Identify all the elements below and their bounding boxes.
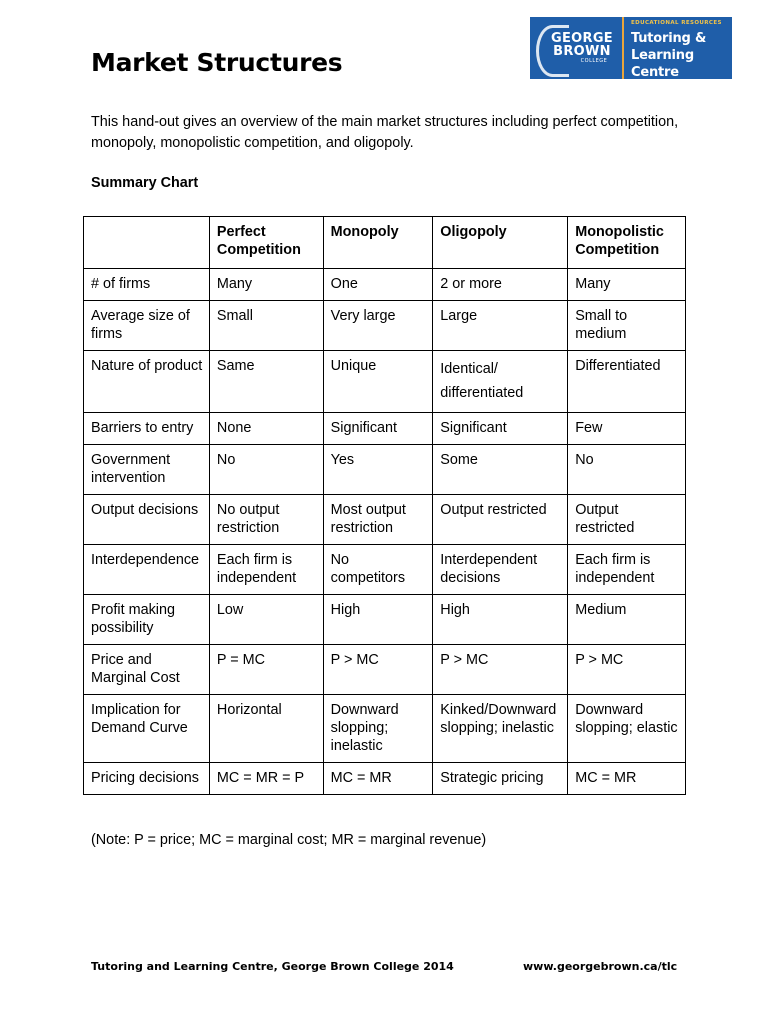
footer-institution: Tutoring and Learning Centre, George Brown College 2014 (91, 960, 454, 973)
logo-brown: BROWN (553, 44, 611, 59)
row-label: # of firms (84, 269, 210, 301)
table-cell: P > MC (568, 645, 686, 695)
table-row (84, 645, 686, 695)
table-cell: Same (209, 351, 323, 413)
table-cell: Each firm is independent (568, 545, 686, 595)
table-cell: Significant (433, 413, 568, 445)
table-row (84, 445, 686, 495)
table-row (84, 495, 686, 545)
table-row (84, 269, 686, 301)
table-header-row (84, 217, 686, 269)
table-cell: Strategic pricing (433, 763, 568, 795)
table-cell: Unique (323, 351, 433, 413)
header-perfect-competition: Perfect Competition (209, 217, 323, 269)
row-label: Profit making possibility (84, 595, 210, 645)
table-row (84, 351, 686, 413)
logo-college: COLLEGE (580, 58, 608, 64)
row-label: Average size of firms (84, 301, 210, 351)
table-cell: MC = MR = P (209, 763, 323, 795)
logo-george: GEORGE (551, 31, 613, 46)
logo-wordmark (530, 17, 622, 79)
table-cell: Output restricted (568, 495, 686, 545)
table-cell: Differentiated (568, 351, 686, 413)
table-cell: Significant (323, 413, 433, 445)
table-cell: Output restricted (433, 495, 568, 545)
header-monopoly: Monopoly (323, 217, 433, 269)
table-cell: MC = MR (568, 763, 686, 795)
page-title: Market Structures (91, 48, 343, 77)
abbreviation-note: (Note: P = price; MC = marginal cost; MR = marginal revenue) (91, 832, 487, 848)
table-cell: Few (568, 413, 686, 445)
row-label: Implication for Demand Curve (84, 695, 210, 763)
logo-eyebrow: EDUCATIONAL RESOURCES (631, 20, 722, 26)
intro-paragraph: This hand-out gives an overview of the main market structures including perfect competition, monopoly, monopolistic competition, and oligopoly. (91, 114, 679, 151)
table-cell: Small (209, 301, 323, 351)
table-cell: No competitors (323, 545, 433, 595)
summary-table (83, 216, 686, 795)
summary-chart-heading: Summary Chart (91, 175, 199, 191)
table-cell: Very large (323, 301, 433, 351)
table-cell: Some (433, 445, 568, 495)
row-label: Barriers to entry (84, 413, 210, 445)
table-cell: No (568, 445, 686, 495)
table-cell: Downward slopping; inelastic (323, 695, 433, 763)
row-label: Government intervention (84, 445, 210, 495)
table-cell: Low (209, 595, 323, 645)
row-label: Interdependence (84, 545, 210, 595)
row-label: Output decisions (84, 495, 210, 545)
header-oligopoly: Oligopoly (433, 217, 568, 269)
table-cell: Interdependent decisions (433, 545, 568, 595)
table-cell: One (323, 269, 433, 301)
table-cell: P > MC (323, 645, 433, 695)
table-cell: Downward slopping; elastic (568, 695, 686, 763)
logo-line-tutoring: Tutoring & (631, 31, 707, 46)
table-cell: None (209, 413, 323, 445)
table-cell: 2 or more (433, 269, 568, 301)
table-cell: Many (209, 269, 323, 301)
logo-centre-name (624, 17, 732, 79)
table-cell: MC = MR (323, 763, 433, 795)
logo-line-learning-centre: Learning Centre (631, 48, 694, 79)
table-cell: Large (433, 301, 568, 351)
table-cell: Small to medium (568, 301, 686, 351)
table-row (84, 545, 686, 595)
table-row (84, 301, 686, 351)
table-cell: No output restriction (209, 495, 323, 545)
table-row (84, 413, 686, 445)
table-cell: Horizontal (209, 695, 323, 763)
footer-url-link[interactable]: www.georgebrown.ca/tlc (523, 960, 678, 973)
table-cell: Kinked/Downward slopping; inelastic (433, 695, 568, 763)
table-row (84, 695, 686, 763)
table-cell: Most output restriction (323, 495, 433, 545)
row-label: Price and Marginal Cost (84, 645, 210, 695)
table-cell: Identical/ differentiated (433, 351, 568, 413)
table-row (84, 763, 686, 795)
row-label: Nature of product (84, 351, 210, 413)
header-monopolistic-competition: Monopolistic Competition (568, 217, 686, 269)
table-cell: High (323, 595, 433, 645)
table-cell: P = MC (209, 645, 323, 695)
table-cell: Yes (323, 445, 433, 495)
table-cell: Medium (568, 595, 686, 645)
table-cell: P > MC (433, 645, 568, 695)
row-label: Pricing decisions (84, 763, 210, 795)
table-cell: Each firm is independent (209, 545, 323, 595)
table-cell: Many (568, 269, 686, 301)
header-cell-corner (84, 217, 210, 269)
table-row (84, 595, 686, 645)
table-cell: High (433, 595, 568, 645)
table-cell: No (209, 445, 323, 495)
george-brown-logo (530, 17, 732, 79)
